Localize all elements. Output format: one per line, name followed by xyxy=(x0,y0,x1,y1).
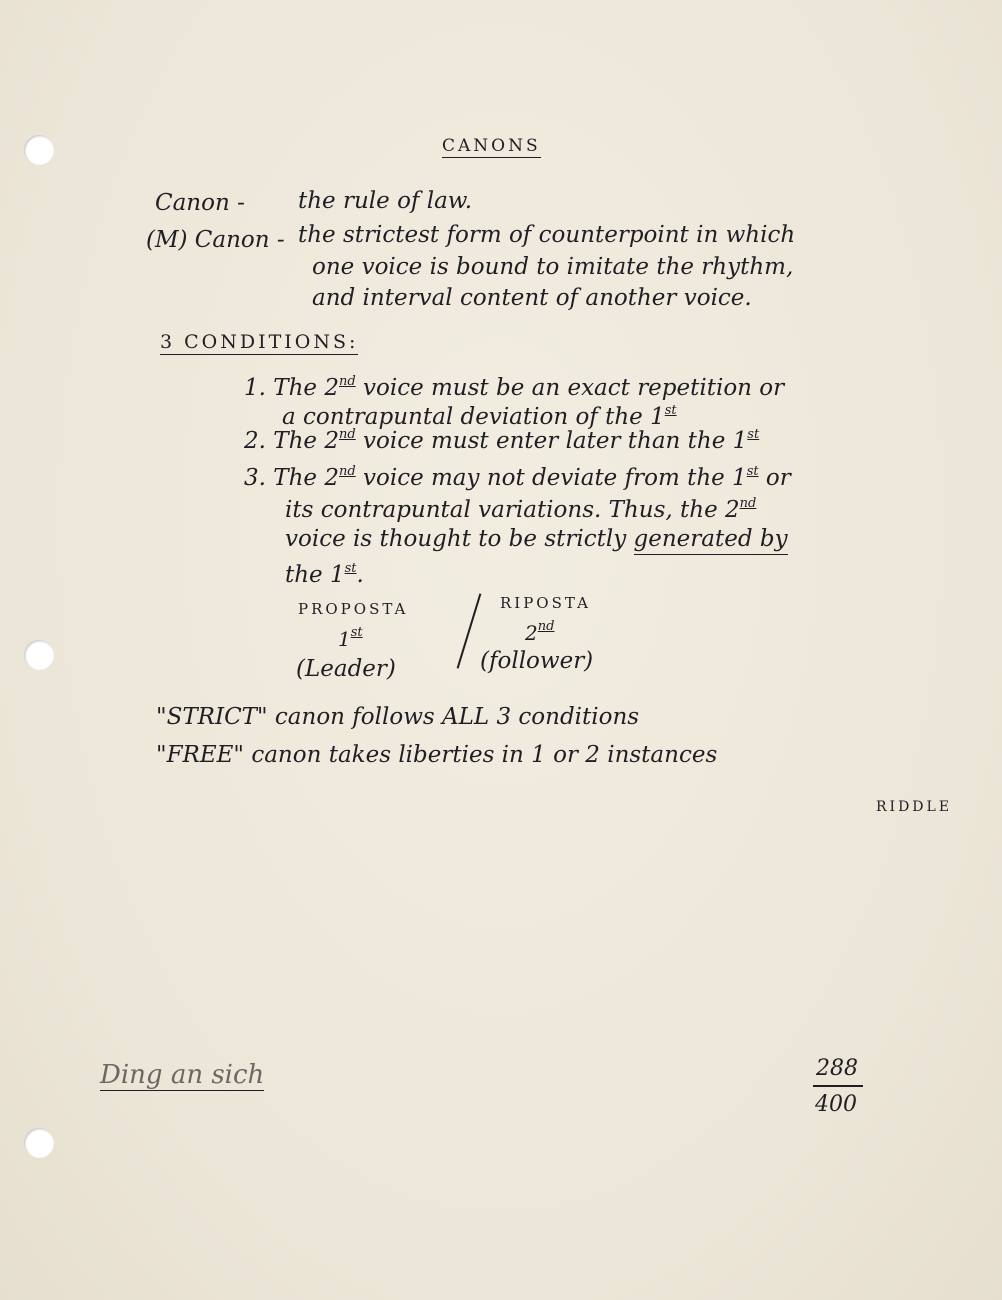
free-canon-line: "FREE" canon takes liberties in 1 or 2 instances xyxy=(156,742,718,768)
def2-line1: the strictest form of counterpoint in which xyxy=(298,222,796,248)
condition-1-number: 1. xyxy=(244,375,266,401)
condition-3-line2: its contrapuntal variations. Thus, the 2nd xyxy=(285,496,757,523)
condition-3-line4: the 1st. xyxy=(285,561,364,588)
score-numerator: 288 xyxy=(816,1056,858,1081)
proposta-riposta-divider xyxy=(457,593,482,668)
condition-1-line2: a contrapuntal deviation of the 1st xyxy=(282,403,677,430)
def2-term: (M) Canon - xyxy=(146,227,285,253)
def1-term: Canon - xyxy=(155,190,245,216)
conditions-heading: 3 CONDITIONS: xyxy=(160,331,359,353)
riposta-label: RIPOSTA xyxy=(500,594,591,612)
condition-2: 2. The 2nd voice must enter later than the 1st xyxy=(244,427,760,454)
def1-text: the rule of law. xyxy=(298,188,473,214)
def2-line2: one voice is bound to imitate the rhythm, xyxy=(312,254,794,280)
condition-3-number: 3. xyxy=(244,465,266,491)
condition-2-number: 2. xyxy=(244,428,266,454)
def2-line3: and interval content of another voice. xyxy=(312,285,752,311)
riddle-note: RIDDLE xyxy=(876,799,953,815)
proposta-label: PROPOSTA xyxy=(298,600,409,618)
generated-by-underlined: generated by xyxy=(634,526,788,555)
proposta-role: (Leader) xyxy=(296,656,396,682)
proposta-ordinal: 1st xyxy=(338,625,363,651)
page-title: CANONS xyxy=(442,136,541,156)
binder-hole-middle xyxy=(24,640,54,670)
binder-hole-bottom xyxy=(24,1128,54,1158)
strict-canon-line: "STRICT" canon follows ALL 3 conditions xyxy=(156,704,640,730)
riposta-role: (follower) xyxy=(480,648,594,674)
score-denominator: 400 xyxy=(815,1092,857,1117)
score-fraction-line xyxy=(813,1085,863,1087)
pencil-note: Ding an sich xyxy=(100,1060,265,1090)
binder-hole-top xyxy=(24,135,54,165)
condition-3-line1: 3. The 2nd voice may not deviate from the 1st or xyxy=(244,464,791,491)
condition-1-line1: 1. The 2nd voice must be an exact repetition or xyxy=(244,374,785,401)
riposta-ordinal: 2nd xyxy=(525,619,555,645)
condition-3-line3: voice is thought to be strictly generated by xyxy=(285,528,788,551)
